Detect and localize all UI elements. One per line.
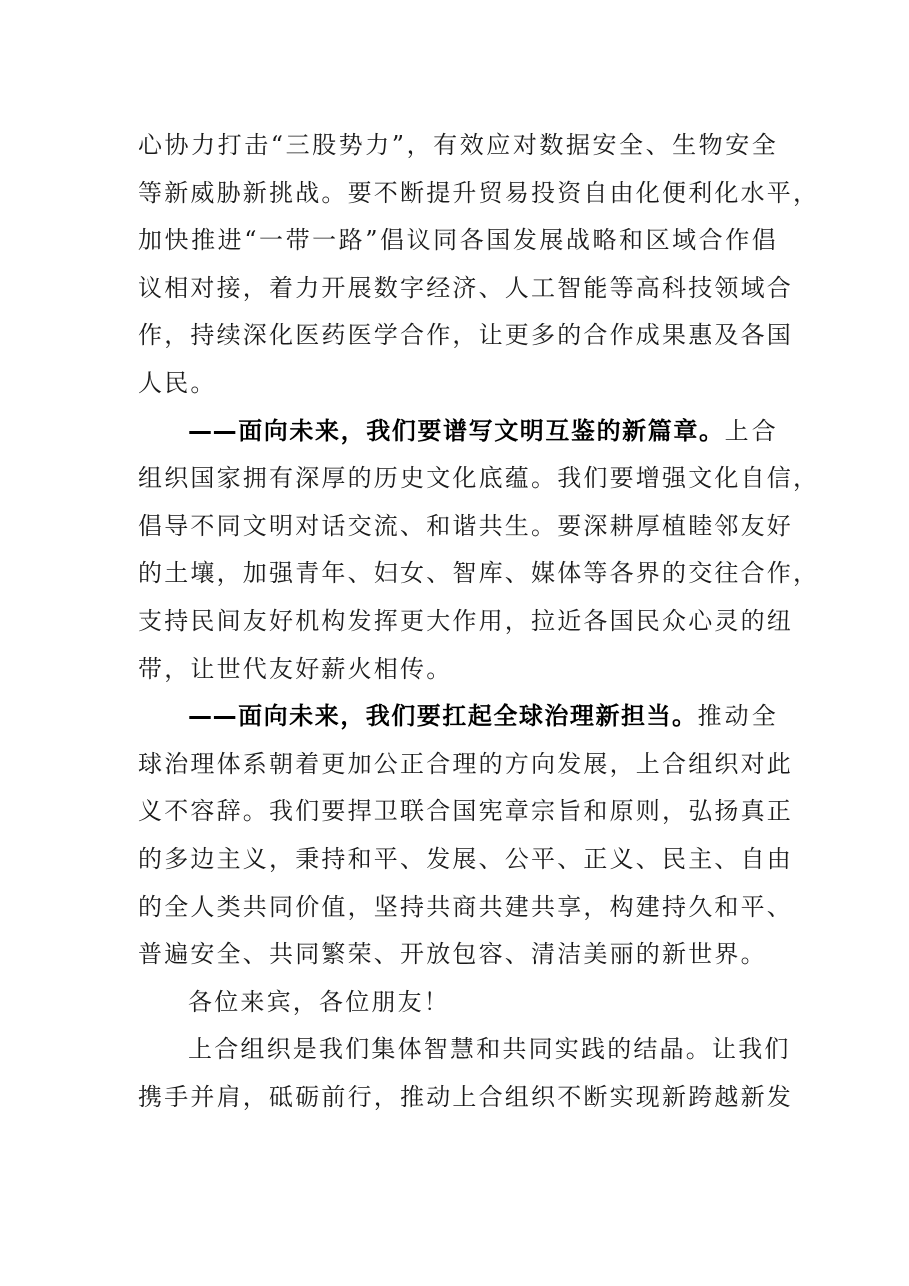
text-line: 作，持续深化医药医学合作，让更多的合作成果惠及各国 (138, 321, 793, 350)
paragraph-heading: ——面向未来，我们要谱写文明互鉴的新篇章。 (188, 416, 725, 445)
text-line: 倡导不同文明对话交流、和谐共生。要深耕厚植睦邻友好 (138, 511, 793, 540)
paragraph-text: 推动全 (697, 702, 778, 731)
text-line: 的全人类共同价值，坚持共商共建共享，构建持久和平、 (138, 892, 793, 921)
text-line: 支持民间友好机构发挥更大作用，拉近各国民众心灵的纽 (138, 606, 793, 635)
text-line: 组织国家拥有深厚的历史文化底蕴。我们要增强文化自信， (138, 464, 820, 493)
text-line: 人民。 (138, 368, 217, 397)
document-body (138, 122, 820, 1121)
text-line: 普遍安全、共同繁荣、开放包容、清洁美丽的新世界。 (138, 940, 767, 969)
paragraph-first-line (138, 693, 778, 741)
text-line: 球治理体系朝着更加公正合理的方向发展，上合组织对此 (138, 749, 793, 778)
text-line: 的多边主义，秉持和平、发展、公平、正义、民主、自由 (138, 844, 793, 873)
paragraph-text: 上合 (724, 416, 778, 445)
salutation: 各位来宾，各位朋友！ (188, 987, 450, 1016)
text-line: 心协力打击“三股势力”，有效应对数据安全、生物安全 (138, 131, 778, 159)
paragraph-heading: ——面向未来，我们要扛起全球治理新担当。 (188, 702, 698, 731)
text-line: 带，让世代友好薪火相传。 (138, 654, 453, 683)
text-line: 携手并肩，砥砺前行，推动上合组织不断实现新跨越新发 (138, 1082, 793, 1111)
paragraph-first-line: 上合组织是我们集体智慧和共同实践的结晶。让我们 (188, 1035, 791, 1064)
text-line: 加快推进“一带一路”倡议同各国发展战略和区域合作倡 (138, 226, 778, 255)
text-line: 议相对接，着力开展数字经济、人工智能等高科技领域合 (138, 273, 793, 302)
text-line: 义不容辞。我们要捍卫联合国宪章宗旨和原则，弘扬真正 (138, 797, 793, 826)
paragraph-first-line (138, 408, 778, 456)
text-line: 的土壤，加强青年、妇女、智库、媒体等各界的交往合作， (138, 559, 820, 588)
text-line: 等新威胁新挑战。要不断提升贸易投资自由化便利化水平， (138, 178, 820, 207)
